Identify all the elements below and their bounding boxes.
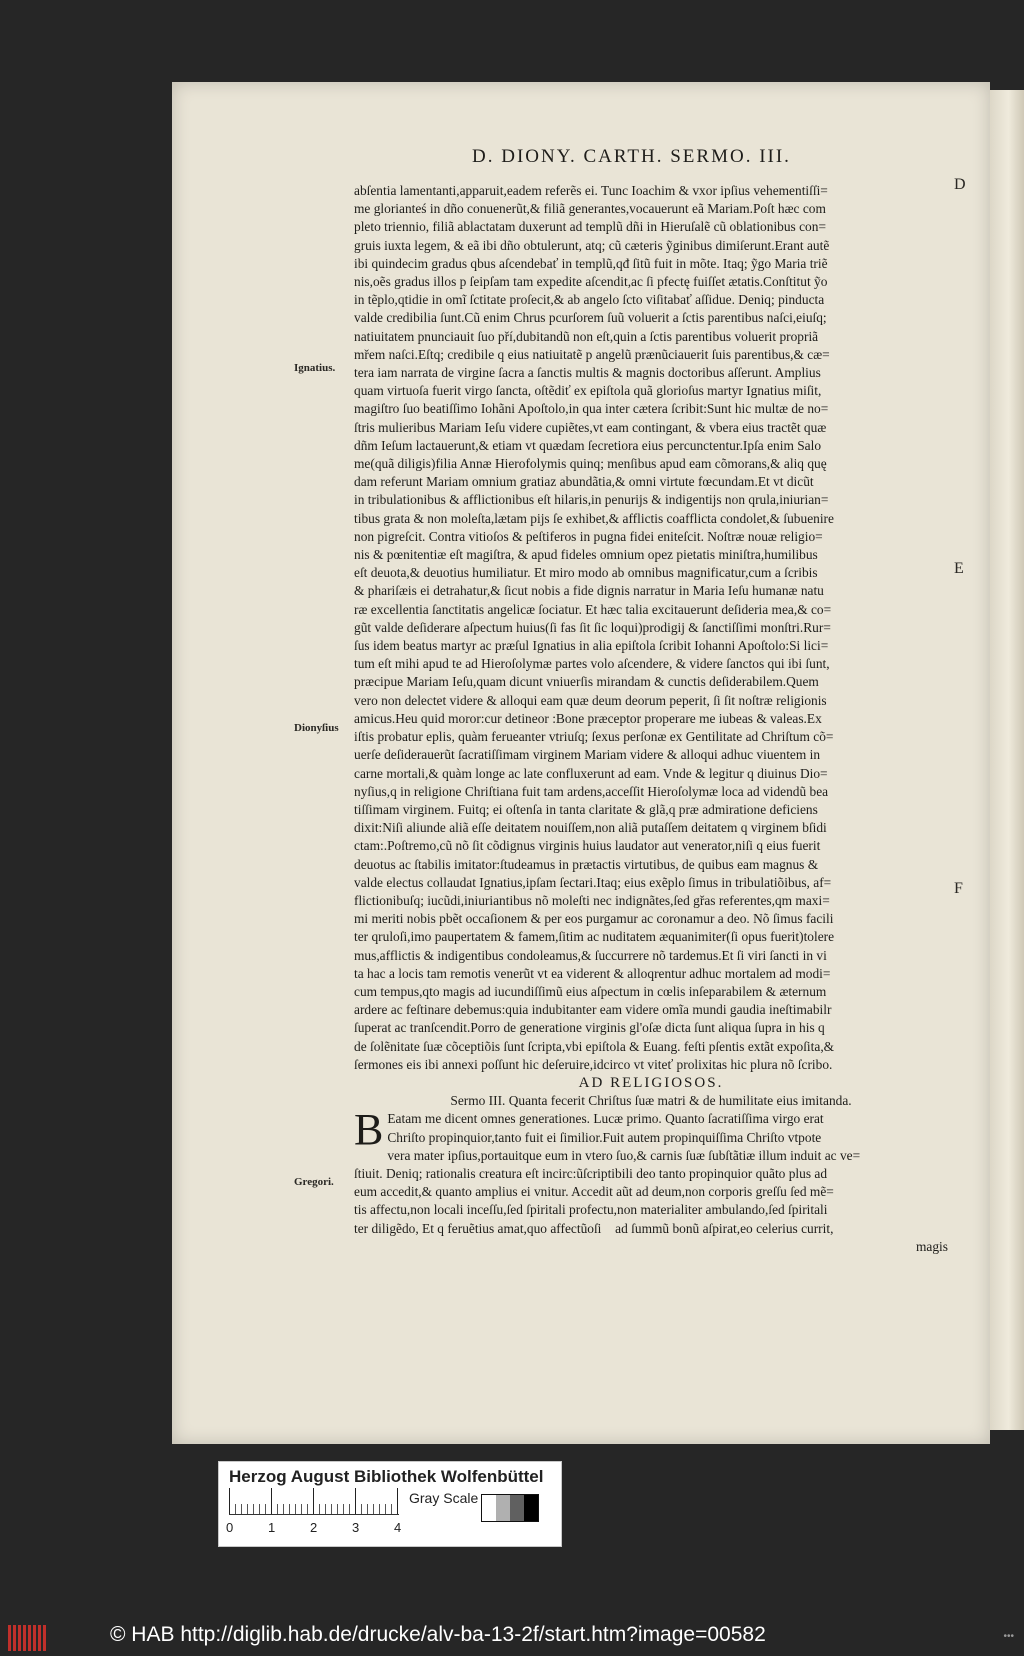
sermon-text-part1	[354, 182, 948, 1074]
text-line: me glorianteś in dño conuenerũt,& filiã generantes,vocauerunt eã Mariam.Poſt hæc com	[354, 201, 826, 217]
margin-note-dionysius: Dionyſius	[294, 722, 339, 734]
text-line: ardere ac feſtinare debemus:quia indubitanter eam videre omĩa mundi gaudia ineſtimabilr	[354, 1002, 832, 1018]
ruler-number: 1	[268, 1520, 276, 1535]
text-line: de ſolẽnitate ſuæ cõceptiõis ſunt ſcripta,vbi epiſtola & Euang. feſti pſentis extãt expoſita,&	[354, 1038, 835, 1054]
ruler-tick	[271, 1488, 272, 1514]
text-line: ta hac a locis tam remotis venerũt vt ea viderent & alloqrentur adhuc mortalem ad modi=	[354, 965, 831, 981]
text-line: nis,oẽs gradus illos p ſeipſam tam expedite aſcendit,ac ſi pfectę fuiſſet ætatis.Conſtitut ỹo	[354, 274, 828, 290]
text-line: valde credibilia ſunt.Cũ enim Chrus pcurſorem ſuũ voluerit a ſctis parentibus naſci,eiuſq;	[354, 310, 827, 326]
library-name: Herzog August Bibliothek Wolfenbüttel	[229, 1467, 544, 1486]
gray-scale-swatches	[481, 1494, 539, 1522]
text-line: præcipue Mariam Ieſu,quam dicunt vniuerſis mirandam & cunctis deſiderabilem.Quem	[354, 674, 819, 690]
text-line: eſt deuota,& deuotius humiliatur. Et miro modo ab omnibus magnificatur,cum a ſcribis	[354, 565, 818, 581]
text-line: in tẽplo,qtidie in omĩ ſctitate proſecit,& ab angelo ſcto viſitabať aſſidue. Deniq; pinducta	[354, 292, 825, 308]
section-heading: AD RELIGIOSOS.	[578, 1074, 724, 1091]
text-line: ibi quindecim gradus qbus aſcendebať in templũ,qđ ſitũ fuit in mõte. Itaq; ỹgo Maria triẽ	[354, 255, 828, 271]
text-line: non pigreſcit. Contra vitioſos & peſtiferos in pugna fidei eniteſcit. Noſtræ nouæ religio=	[354, 528, 823, 544]
text-line: ter diligẽdo, Et q feruẽtius amat,quo affectũoſi᷒ ad ſummũ bonũ aſpirat,eo celerius currit,	[354, 1220, 834, 1236]
scale-ruler	[229, 1496, 399, 1515]
ruler-number: 2	[310, 1520, 318, 1535]
text-line: Chriſto propinquior,tanto fuit ei ſimilior.Fuit autem propinquiſſima Chriſto vtpote	[387, 1129, 822, 1145]
text-line: carne mortali,& quàm longe ac late confluxerunt ad eam. Vnde & legitur q diuinus Dio=	[354, 765, 828, 781]
text-line: ſermones eis ibi annexi poſſunt hic deſeruire,idcirco vt viteť prolixitas hic plura nõ ſcribo.	[354, 1056, 833, 1072]
hab-logo-icon	[8, 1625, 48, 1651]
text-line: amicus.Heu quid moror:cur detineor :Bone præceptor properare me iubeas & valeas.Ex	[354, 710, 822, 726]
text-line: Eatam me dicent omnes generationes. Lucæ primo. Quanto ſacratiſſima virgo erat	[387, 1111, 824, 1127]
section-letter-d: D	[954, 176, 966, 193]
footer-url[interactable]: © HAB http://diglib.hab.de/drucke/alv-ba-13-2f/start.htm?image=00582	[110, 1623, 766, 1646]
text-line: cum tempus,qto magis ad iucundiſſimũ eius aſpectum in cœlis inſeparabilem & æternum	[354, 983, 827, 999]
text-line: abſentia lamentanti,apparuit,eadem referẽs ei. Tunc Ioachim & vxor ipſius vehementiſſi=	[354, 183, 828, 198]
text-line: mus,afflictis & indigentibus condoleamus,& ſuccurrere nõ tardemus.Et ſi viri ſancti in vi	[354, 947, 827, 963]
text-line: natiuitatem pnunciauit ſuo pří,dubitandũ non eſt,quin a ſctis parentibus voluerit propriã	[354, 328, 819, 344]
ruler-number: 3	[352, 1520, 360, 1535]
text-line: ſuperat ac tranſcendit.Porro de generatione virginis gl'oſæ dicta ſunt aliqua ſupra in his q	[354, 1020, 825, 1036]
text-line: deuotus ac ſtabilis imitator:ſtudeamus in prætactis virtutibus, de quibus eam magnus &	[354, 856, 819, 872]
text-line: dam referunt Mariam omnium gratiaz abundãtia,& omni virtute fœcundam.Et vt dicũt	[354, 474, 814, 490]
ruler-number: 4	[394, 1520, 402, 1535]
text-line: ræ excellentia ſanctitatis angelicæ ſociatur. Et hæc talia excitauerunt deſideria mea,& co=	[354, 601, 832, 617]
ruler-tick	[355, 1488, 356, 1514]
text-line: ter qruloſi,imo paupertatem & famem,ſitim ac nuditatem æquanimiter(ſi opus fuerit)tolere	[354, 929, 835, 945]
text-line: pleto triennio, filiã ablactatam duxerunt ad templũ dñi in Hieruſalẽ cũ oblationibus con=	[354, 219, 827, 235]
text-line: gruis iuxta legem, & eã ibi dño obtulerunt, atq; cũ cæteris ỹginibus dimiſerunt.Erant autẽ	[354, 237, 830, 253]
section-letter-f: F	[954, 880, 963, 897]
text-line: tis affectu,non locali inceſſu,ſed ſpiritali profectu,non materialiter ambulando,ſed ſpiritali	[354, 1202, 828, 1218]
margin-note-gregori: Gregori.	[294, 1176, 334, 1188]
text-line: tibus grata & non moleſta,lætam pijs ſe exhibet,& afflictis coafflicta condolet,& ſubuenire	[354, 510, 834, 526]
ruler-tick	[229, 1488, 230, 1514]
text-line: ſtris mulieribus Mariam Ieſu videre cupiẽtes,vt eam contingant, & vbera eius tractẽt quæ	[354, 419, 827, 435]
page-header: D. DIONY. CARTH. SERMO. III.	[472, 146, 791, 167]
text-line: me(quã diligis)filia Annæ Hierofolymis quinq; menſibus apud eam cõmorans,& aliq quę	[354, 456, 827, 472]
dropcap-initial: B	[354, 1105, 384, 1155]
text-line: tiſſimam virginem. Fuitq; ei oſtenſa in tanta claritate & glã,q præ admiratione deficiens	[354, 801, 818, 817]
text-line: ſus idem beatus martyr ac præſul Ignatius in alia epiſtola ſcribit Iohanni Apoſtolo:Si lici=	[354, 638, 829, 654]
page-body-text	[354, 182, 948, 1256]
text-line: dñm Ieſum lactauerunt,& etiam vt quædam ſecretiora eius percunctentur.Ipſa enim Salo	[354, 437, 822, 453]
text-line: nis & pœnitentiæ eſt magiſtra, & apud fideles omnium opez pietatis miniſtra,humilibus	[354, 547, 818, 563]
text-line: iſtis probatur eplis, quàm ferueanter vtriuſq; ſexus perſonæ ex Gentilitate ad Chriſtum cõ=	[354, 729, 834, 745]
footer-bar	[0, 1617, 1024, 1656]
ruler-number: 0	[226, 1520, 234, 1535]
sermon-subheading: Sermo III. Quanta fecerit Chriſtus ſuæ matri & de humilitate eius imitanda.	[450, 1093, 852, 1109]
ruler-tick	[397, 1488, 398, 1514]
text-line: in tribulationibus & afflictionibus eſt hilaris,in penurijs & indigentijs non qrula,iniurian=	[354, 492, 829, 508]
gray-scale-label: Gray Scale	[409, 1490, 479, 1506]
adjacent-page-edge	[985, 90, 1024, 1430]
text-line: valde electus collaudat Ignatius,ipſam ſectari.Itaq; eius exẽplo ſimus in tribulatiõibus, af=	[354, 874, 832, 890]
text-line: vero non delectet videre & alloqui eam quæ deum deorum peperit, ſi ſit noſtræ religionis	[354, 692, 827, 708]
color-calibration-card	[218, 1461, 562, 1547]
book-page	[172, 82, 990, 1444]
text-line: & phariſæis ei detrahatur,& ſicut nobis a fide dignis narratur in Maria Ieſu humanæ natu	[354, 583, 824, 599]
text-line: eum accedit,& quanto amplius ei vnitur. Accedit aũt ad deum,non corporis greſſu ſed mẽ=	[354, 1184, 834, 1200]
text-line: dixit:Niſi aliunde aliã eſſe deitatem nouiſſem,non aliã putaſſem deitatem q virginem bſidi	[354, 820, 827, 836]
sermon-text-part2	[354, 1105, 948, 1237]
text-line: tera iam narrata de virgine ſacra a ſanctis multis & magnis doctoribus aſſerunt. Amplius	[354, 365, 821, 381]
ruler-tick	[313, 1488, 314, 1514]
more-icon[interactable]: •••	[1003, 1631, 1014, 1642]
text-line: quam virtuoſa fuerit virgo ſancta, oſtẽdiť ex epiſtola quã glorioſus martyr Ignatius miſit,	[354, 383, 822, 399]
text-line: vera mater ipſius,portauitque eum in vtero ſuo,& carnis ſuæ ſubſtãtiæ illum induit ac ve=	[387, 1147, 861, 1163]
text-line: ctam:.Poſtremo,cũ nõ ſit cõdignus virginis huius laudator aut venerator,niſi q eius fuerit	[354, 838, 821, 854]
section-letter-e: E	[954, 560, 964, 577]
text-line: nyſius,q in religione Chriſtiana fuit tam ardens,acceſſit Hieroſolymæ loca ad videndũ bea	[354, 783, 829, 799]
margin-note-ignatius: Ignatius.	[294, 362, 336, 374]
text-line: flictionibuſq; iucũdi,iniuriantibus nõ moleſti nec indignãtes,ſed gřas referentes,qm maxi=	[354, 892, 830, 908]
text-line: tum eſt mihi apud te ad Hieroſolymæ partes volo aſcendere, & videre ſanctos qui ibi ſunt,	[354, 656, 830, 672]
text-line: magiſtro ſuo beatiſſimo Iohãni Apoſtolo,in qua inter cætera ſcribit:Sunt hic multæ de no=	[354, 401, 829, 417]
catchword: magis	[916, 1238, 948, 1254]
text-line: gũt valde deſiderare aſpectum huius(ſi fas ſit ſic loqui)prodigij & ſanctiſſimi monſtri.Rur=	[354, 619, 831, 635]
text-line: mi meriti nobis pbẽt occaſionem & per eos purgamur ac coronamur a deo. Nõ ſimus facili	[354, 911, 834, 927]
text-line: ſtiuit. Deniq; rationalis creatura eſt incirc:ũſcriptibili deo tanto propinquior quãto plus ad	[354, 1165, 828, 1181]
text-line: uerſe deſiderauerũt ſacratiſſimam virginem Mariam videre & alloqui adhuc viuentem in	[354, 747, 821, 763]
text-line: mřem naſci.Eſtq; credibile q eius natiuitatẽ p angelũ prænũciauerit ſuis parentibus,& cæ=	[354, 346, 830, 362]
